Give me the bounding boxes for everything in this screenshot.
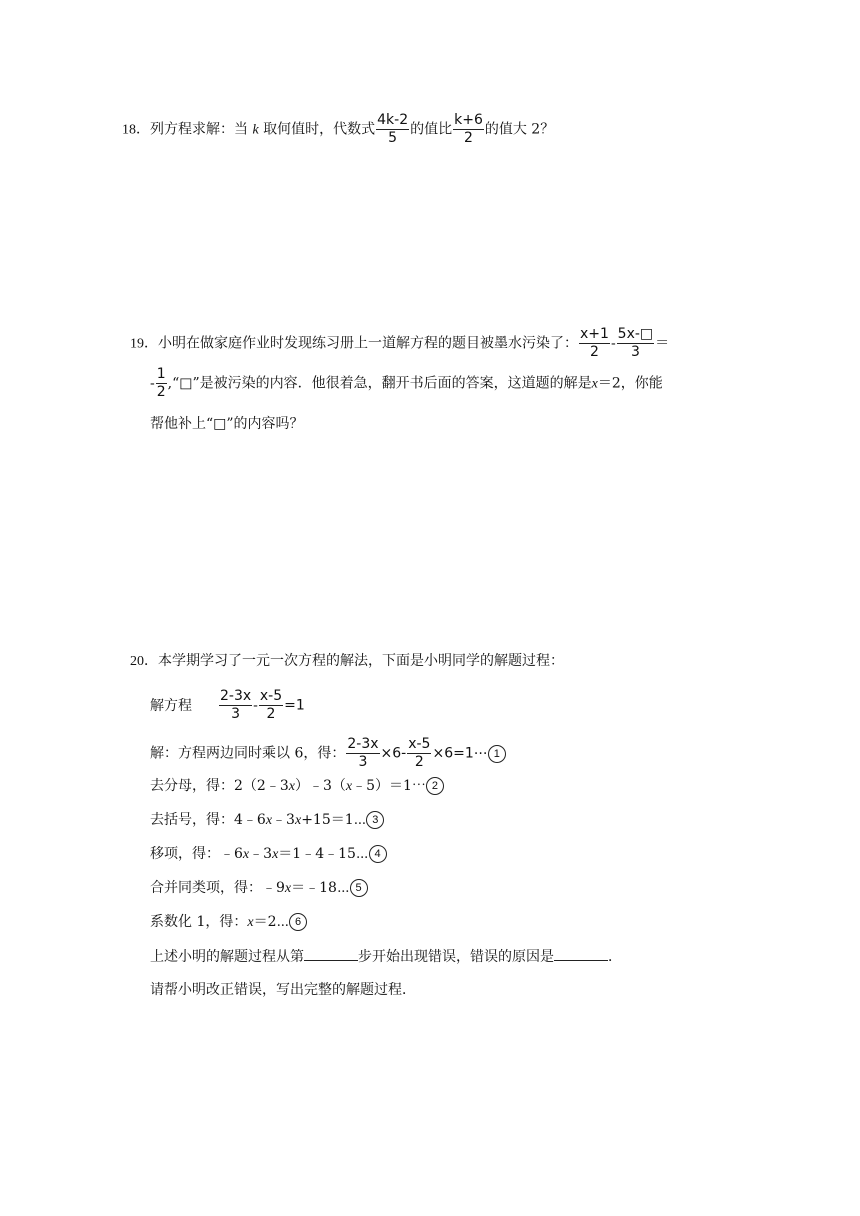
fraction-numerator: k+6	[454, 112, 483, 128]
fraction-numerator: 5x-□	[617, 326, 654, 342]
question-text: 本学期学习了一元一次方程的解法，下面是小明同学的解题过程：	[158, 653, 564, 669]
question-text: 的值比	[410, 121, 453, 138]
variable-k: k	[252, 122, 259, 138]
solution-step-5	[150, 878, 368, 899]
minus-sign: -	[610, 335, 616, 352]
fraction-denominator: 3	[231, 706, 241, 722]
solution-step-3	[150, 810, 384, 831]
step-marker-circle: 6	[289, 913, 307, 931]
step-marker-circle: 1	[488, 745, 506, 763]
fraction-denominator: 2	[266, 706, 276, 722]
question-text: 请帮小明改正错误，写出完整的解题过程．	[150, 982, 416, 998]
question-text: 小明在做家庭作业时发现练习册上一道解方程的题目被墨水污染了：	[158, 335, 578, 352]
question-text: ,“□”是被污染的内容．他很着急，翻开书后面的答案，这道题的解是	[167, 375, 592, 392]
step-text: 系数化 1，得：	[150, 914, 248, 930]
fraction	[259, 688, 283, 723]
fraction-numerator: x+1	[580, 326, 609, 342]
fraction-denominator: 2	[590, 344, 599, 360]
fraction-numerator: 1	[156, 366, 166, 382]
question-text: 上述小明的解题过程从第	[150, 949, 304, 965]
solution-step-2	[150, 776, 444, 797]
step-text: ﹣5）＝1⋯	[352, 778, 426, 794]
minus-sign: -	[150, 375, 155, 392]
fraction-denominator: 2	[464, 130, 473, 146]
step-text: ×6=1⋯	[432, 745, 488, 762]
fraction	[579, 326, 610, 361]
variable-x: x	[345, 779, 353, 794]
step-text: 去括号，得：4﹣6	[150, 812, 266, 828]
fraction-denominator: 3	[358, 754, 368, 770]
fraction	[346, 736, 379, 771]
step-text: ＝1﹣4﹣15⋯	[278, 846, 369, 862]
answer-blank[interactable]	[554, 946, 608, 961]
fraction-numerator: 4k-2	[377, 112, 409, 128]
question-text: ．	[608, 949, 622, 965]
equals-sign: ＝	[655, 335, 670, 352]
question-text: 取何值时，代数式	[263, 121, 376, 138]
variable-x: x	[242, 847, 250, 862]
step-text: +15＝1⋯	[301, 812, 367, 828]
fraction-denominator: 3	[630, 344, 640, 360]
equation-rhs: =1	[284, 697, 305, 714]
question-text: ＝2，你能	[597, 375, 663, 392]
variable-x: x	[272, 847, 279, 862]
solution-step-6	[150, 912, 307, 933]
fraction-denominator: 2	[414, 754, 424, 770]
fraction	[407, 736, 431, 771]
question-number: 18．	[122, 122, 150, 138]
minus-sign: -	[253, 697, 258, 714]
fraction-numerator: 2-3x	[220, 688, 252, 704]
step-text: ×6-	[380, 745, 407, 762]
question-19-line-3	[150, 414, 304, 434]
given-equation	[150, 688, 305, 723]
question-number: 19．	[130, 336, 158, 352]
step-marker-circle: 5	[350, 879, 368, 897]
step-marker-circle: 2	[426, 777, 444, 795]
fraction	[617, 326, 654, 361]
fraction-numerator: x-5	[408, 736, 431, 752]
fraction	[376, 112, 409, 147]
fraction-denominator: 2	[156, 384, 166, 400]
step-text: ＝2⋯	[253, 914, 290, 930]
question-number: 20．	[130, 654, 158, 669]
fraction-numerator: x-5	[259, 688, 283, 704]
question-text: 的值大 2？	[484, 121, 555, 138]
step-marker-circle: 4	[369, 845, 387, 863]
variable-x: x	[265, 813, 273, 828]
step-text: ＝﹣18⋯	[291, 880, 350, 896]
fraction-numerator: 2-3x	[347, 736, 379, 752]
question-19-line-2	[150, 366, 663, 401]
final-instruction	[150, 980, 416, 1000]
step-text: 移项，得：﹣6	[150, 846, 243, 862]
error-question	[150, 946, 622, 967]
fraction	[156, 366, 167, 401]
question-text: 帮他补上“□”的内容吗？	[150, 416, 304, 432]
step-text: 去分母，得：2（2﹣3	[150, 778, 289, 794]
step-marker-circle: 3	[366, 811, 384, 829]
variable-x: x	[288, 779, 295, 794]
variable-x: x	[284, 881, 292, 896]
step-text: 解：方程两边同时乘以 6，得：	[150, 745, 346, 762]
fraction	[453, 112, 484, 147]
answer-blank[interactable]	[304, 946, 358, 961]
variable-x: x	[591, 376, 598, 392]
step-text: 合并同类项，得：﹣9	[150, 880, 285, 896]
question-20-intro	[130, 651, 564, 672]
question-19-line-1	[130, 326, 669, 361]
step-text: ）﹣3（	[294, 778, 346, 794]
solve-label: 解方程	[150, 697, 192, 714]
question-18	[122, 112, 554, 147]
variable-x: x	[247, 915, 254, 930]
fraction	[219, 688, 252, 723]
solution-step-4	[150, 844, 387, 865]
solution-step-1	[150, 736, 506, 771]
fraction-denominator: 5	[388, 130, 398, 146]
variable-x: x	[294, 813, 302, 828]
step-text: ﹣3	[272, 812, 295, 828]
step-text: ﹣3	[249, 846, 273, 862]
question-text: 步开始出现错误，错误的原因是	[358, 949, 554, 965]
question-text: 列方程求解：当	[150, 121, 248, 138]
